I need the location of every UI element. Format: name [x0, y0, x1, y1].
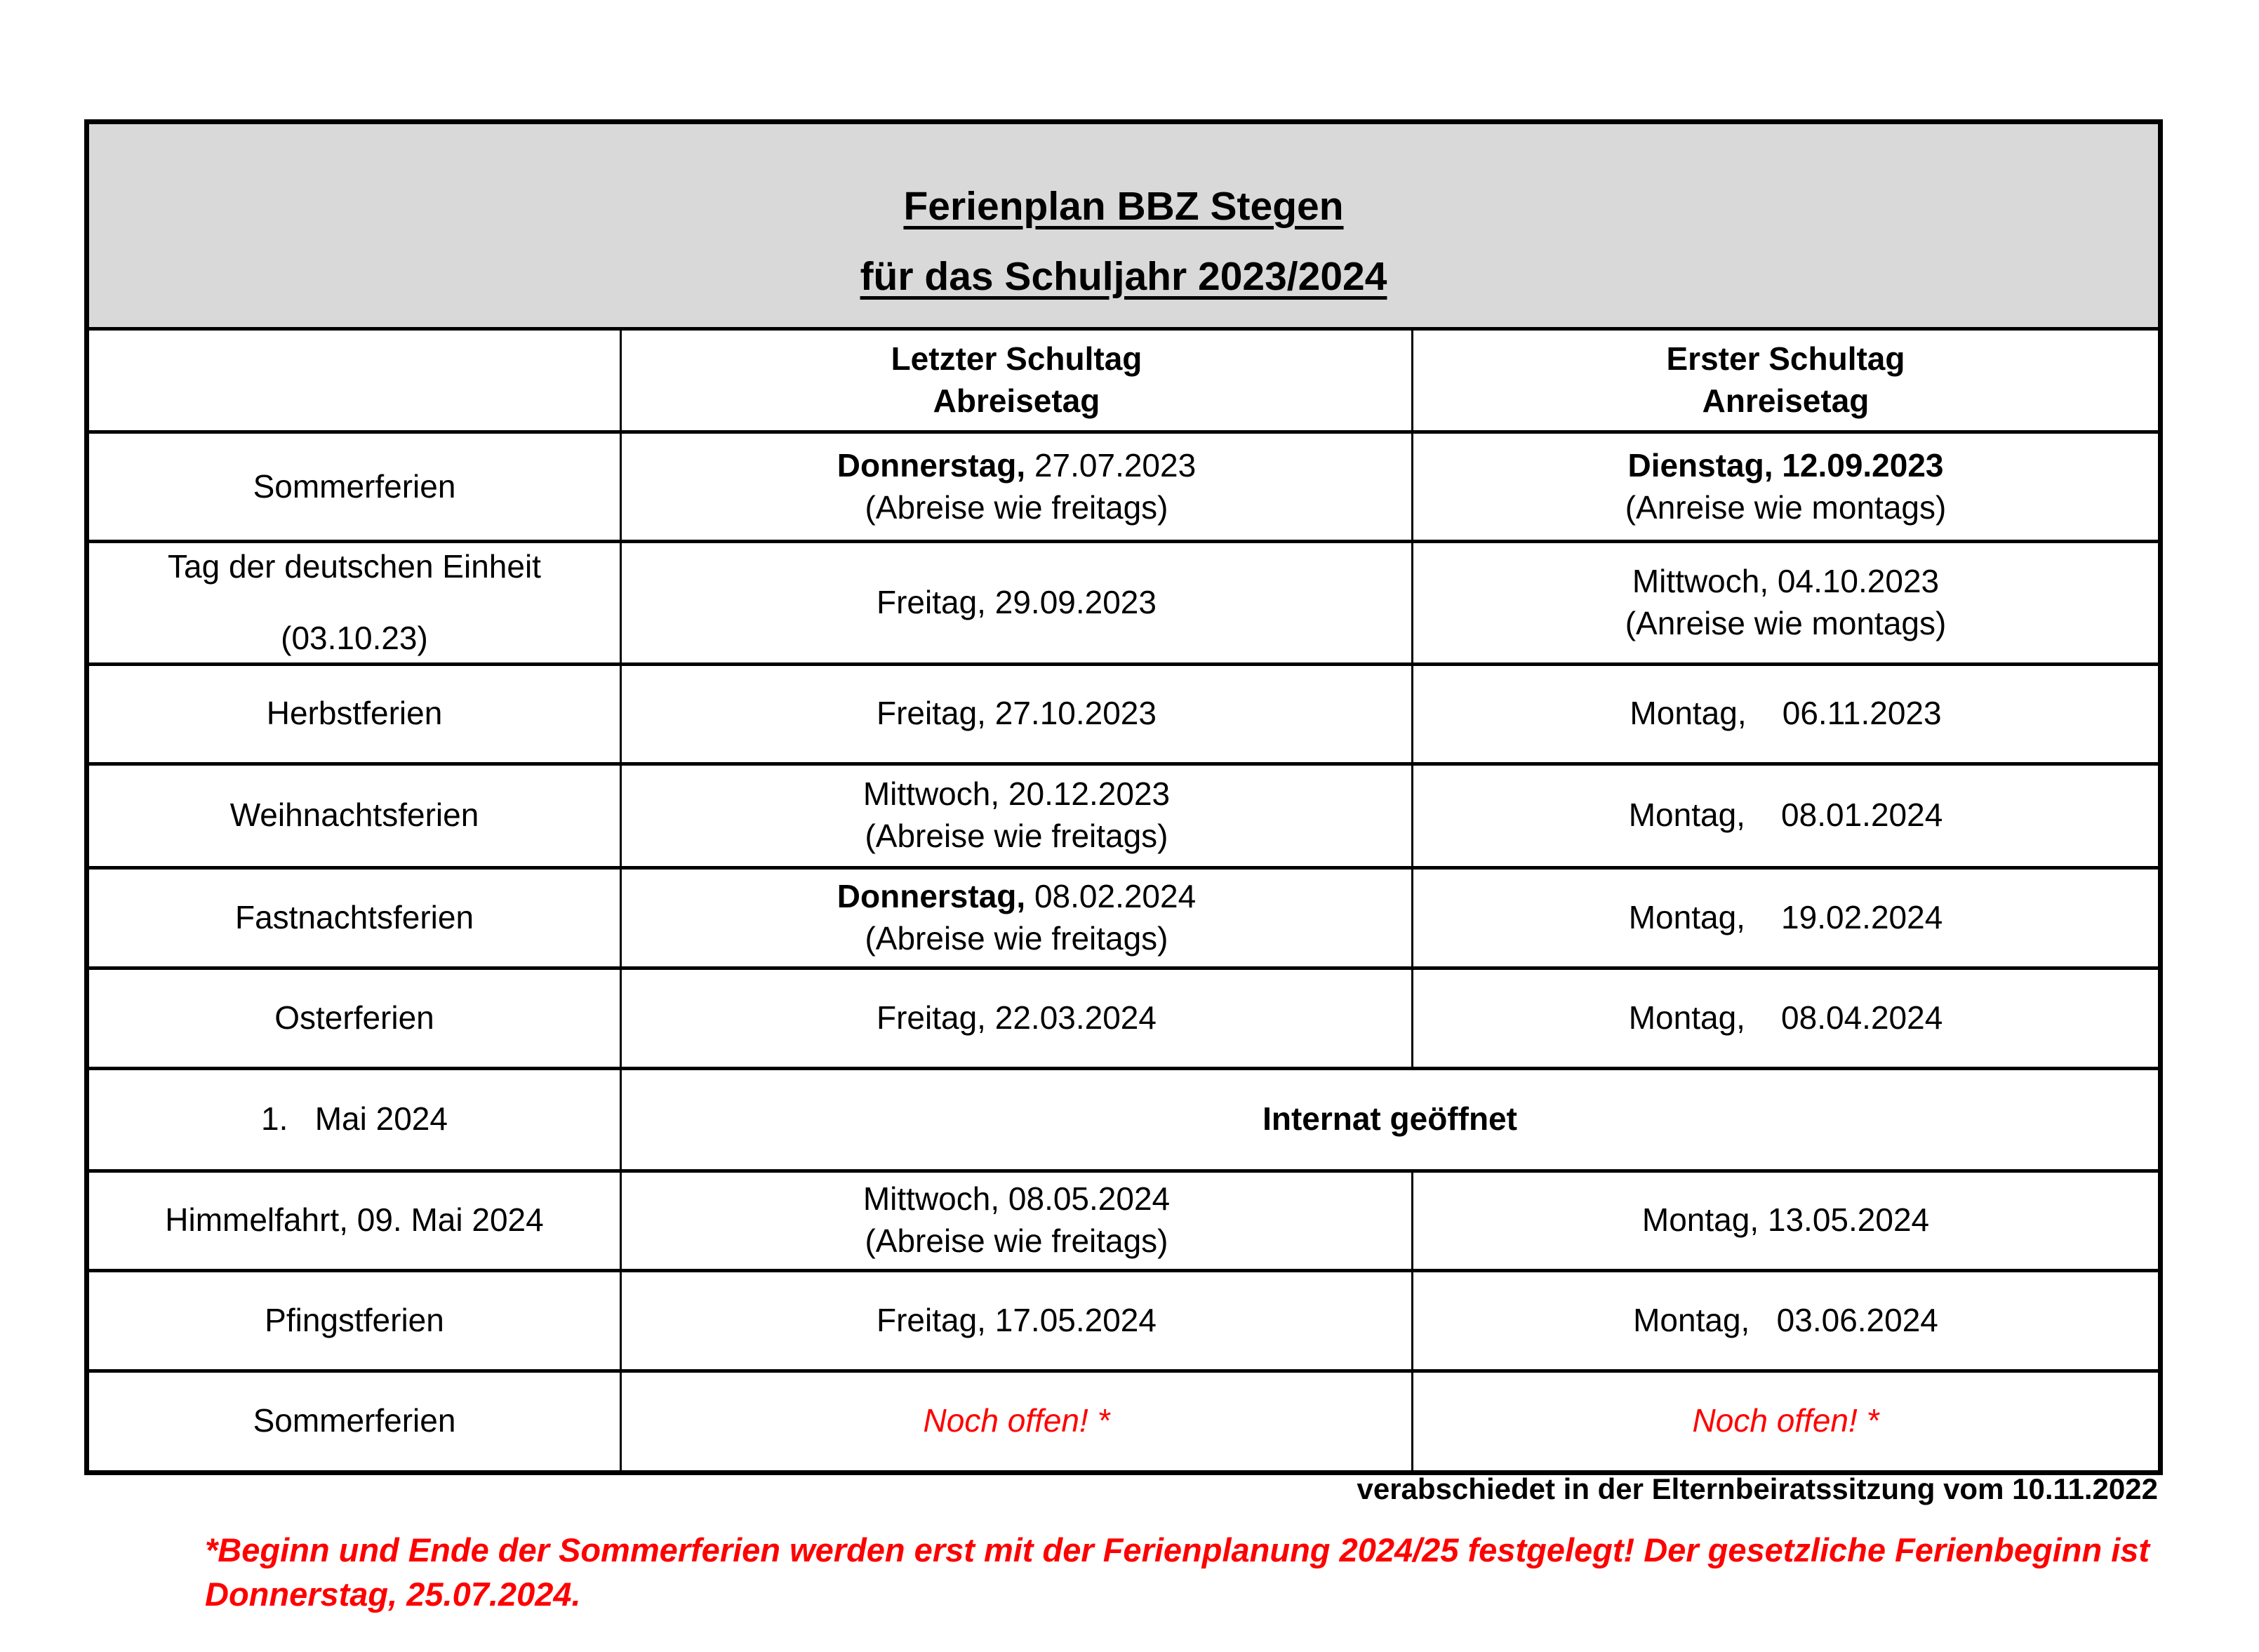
- table-row-pfingstferien: [87, 1270, 2161, 1371]
- row-label: Himmelfahrt, 09. Mai 2024: [165, 1201, 544, 1239]
- arrival-cell: [1413, 1171, 2161, 1270]
- table-row-himmelfahrt: [87, 1171, 2161, 1270]
- row-label: 1. Mai 2024: [261, 1100, 448, 1138]
- date-text: Montag, 19.02.2024: [1628, 898, 1943, 935]
- open-note: Noch offen! *: [923, 1402, 1110, 1439]
- departure-note: (Abreise wie freitags): [865, 919, 1168, 957]
- arrival-cell: [1413, 1371, 2161, 1472]
- row-label: Tag der deutschen Einheit: [168, 548, 541, 585]
- table-row-sommerferien-2024: [87, 1371, 2161, 1472]
- departure-cell: [621, 867, 1413, 968]
- table-row-tag-der-deutschen-einheit: [87, 542, 2161, 665]
- date-text: Mittwoch, 20.12.2023: [862, 775, 1171, 813]
- row-label: Sommerferien: [253, 1402, 456, 1439]
- table-row-erster-mai: [87, 1068, 2161, 1171]
- open-note: Noch offen! *: [1692, 1402, 1879, 1439]
- table-row-fastnachtsferien: [87, 867, 2161, 968]
- table-row-weihnachtsferien: [87, 764, 2161, 867]
- footnote: [205, 1528, 2170, 1616]
- row-label: Osterferien: [274, 999, 434, 1036]
- row-label: Pfingstferien: [265, 1301, 444, 1338]
- departure-cell: [621, 1371, 1413, 1472]
- arrival-cell: [1413, 664, 2161, 764]
- header-arrival-line2: Anreisetag: [1702, 382, 1870, 419]
- departure-cell: [621, 764, 1413, 867]
- arrival-cell: [1413, 432, 2161, 542]
- arrival-cell: [1413, 1270, 2161, 1371]
- row-label-cell: [87, 764, 621, 867]
- footnote-line1: *Beginn und Ende der Sommerferien werden erst mit der Ferienplanung 2024/25 festgelegt! Der gesetzliche Ferienbeginn ist: [205, 1531, 2150, 1568]
- date-text: Freitag, 29.09.2023: [877, 583, 1157, 620]
- date-text: Montag, 06.11.2023: [1630, 695, 1942, 732]
- departure-cell: [621, 1171, 1413, 1270]
- date-text: Montag, 08.04.2024: [1628, 999, 1943, 1036]
- row-label-cell: [87, 1270, 621, 1371]
- table-row-sommerferien-2023: [87, 432, 2161, 542]
- date-text: Freitag, 17.05.2024: [877, 1301, 1157, 1338]
- row-label-cell: [87, 968, 621, 1068]
- date-text: Mittwoch, 04.10.2023: [1632, 563, 1940, 599]
- header-arrival-cell: [1413, 329, 2161, 432]
- departure-cell: [621, 542, 1413, 665]
- header-departure-cell: [621, 329, 1413, 432]
- date-text: Montag, 08.01.2024: [1628, 797, 1943, 834]
- table-row-herbstferien: [87, 664, 2161, 764]
- date-text: Freitag, 22.03.2024: [877, 999, 1157, 1036]
- arrival-cell: [1413, 542, 2161, 665]
- date-text: 08.02.2024: [1025, 877, 1197, 914]
- weekday-bold: Dienstag, 12.09.2023: [1627, 446, 1944, 484]
- row-label-cell: [87, 1171, 621, 1270]
- weekday-bold: Donnerstag,: [837, 877, 1026, 914]
- departure-note: (Abreise wie freitags): [865, 488, 1168, 526]
- date-text: Montag, 13.05.2024: [1641, 1201, 1930, 1239]
- header-empty-cell: [87, 329, 621, 432]
- header-row: [87, 329, 2161, 432]
- internat-merged-cell: [621, 1068, 2161, 1171]
- date-text: Freitag, 27.10.2023: [877, 695, 1157, 732]
- arrival-cell: [1413, 867, 2161, 968]
- header-departure-line2: Abreisetag: [933, 382, 1100, 419]
- ferienplan-table: [84, 119, 2163, 1475]
- approval-note: verabschiedet in der Elternbeiratssitzung vom 10.11.2022: [1357, 1472, 2158, 1505]
- date-text: Mittwoch, 08.05.2024: [862, 1180, 1171, 1218]
- footnote-line2: Donnerstag, 25.07.2024.: [205, 1575, 581, 1613]
- row-label-line2: (03.10.23): [281, 619, 428, 656]
- row-label: Weihnachtsferien: [229, 797, 479, 834]
- weekday-bold: Donnerstag,: [837, 446, 1026, 484]
- row-label: Fastnachtsferien: [234, 898, 474, 935]
- arrival-cell: [1413, 764, 2161, 867]
- title-row: [87, 122, 2161, 329]
- row-label-cell: [87, 867, 621, 968]
- row-label: Herbstferien: [266, 695, 443, 732]
- date-text: Montag, 03.06.2024: [1633, 1301, 1938, 1338]
- departure-cell: [621, 1270, 1413, 1371]
- table-title-cell: [87, 122, 2161, 329]
- departure-cell: [621, 968, 1413, 1068]
- row-label: Sommerferien: [253, 467, 456, 505]
- row-label-cell: [87, 1371, 621, 1472]
- table-row-osterferien: [87, 968, 2161, 1068]
- row-label-cell: [87, 664, 621, 764]
- title-line-2: für das Schuljahr 2023/2024: [860, 253, 1387, 299]
- departure-note: (Abreise wie freitags): [865, 818, 1168, 855]
- departure-cell: [621, 664, 1413, 764]
- internat-text: Internat geöffnet: [1262, 1100, 1517, 1138]
- date-text: 27.07.2023: [1025, 446, 1197, 484]
- title-line-1: Ferienplan BBZ Stegen: [903, 183, 1344, 229]
- departure-note: (Abreise wie freitags): [865, 1223, 1168, 1260]
- arrival-note: (Anreise wie montags): [1625, 488, 1947, 526]
- header-arrival-line1: Erster Schultag: [1666, 340, 1905, 378]
- row-label-cell: [87, 1068, 621, 1171]
- row-label-cell: [87, 542, 621, 665]
- header-departure-line1: Letzter Schultag: [891, 340, 1142, 378]
- arrival-cell: [1413, 968, 2161, 1068]
- departure-cell: [621, 432, 1413, 542]
- arrival-note: (Anreise wie montags): [1625, 604, 1947, 641]
- row-label-cell: [87, 432, 621, 542]
